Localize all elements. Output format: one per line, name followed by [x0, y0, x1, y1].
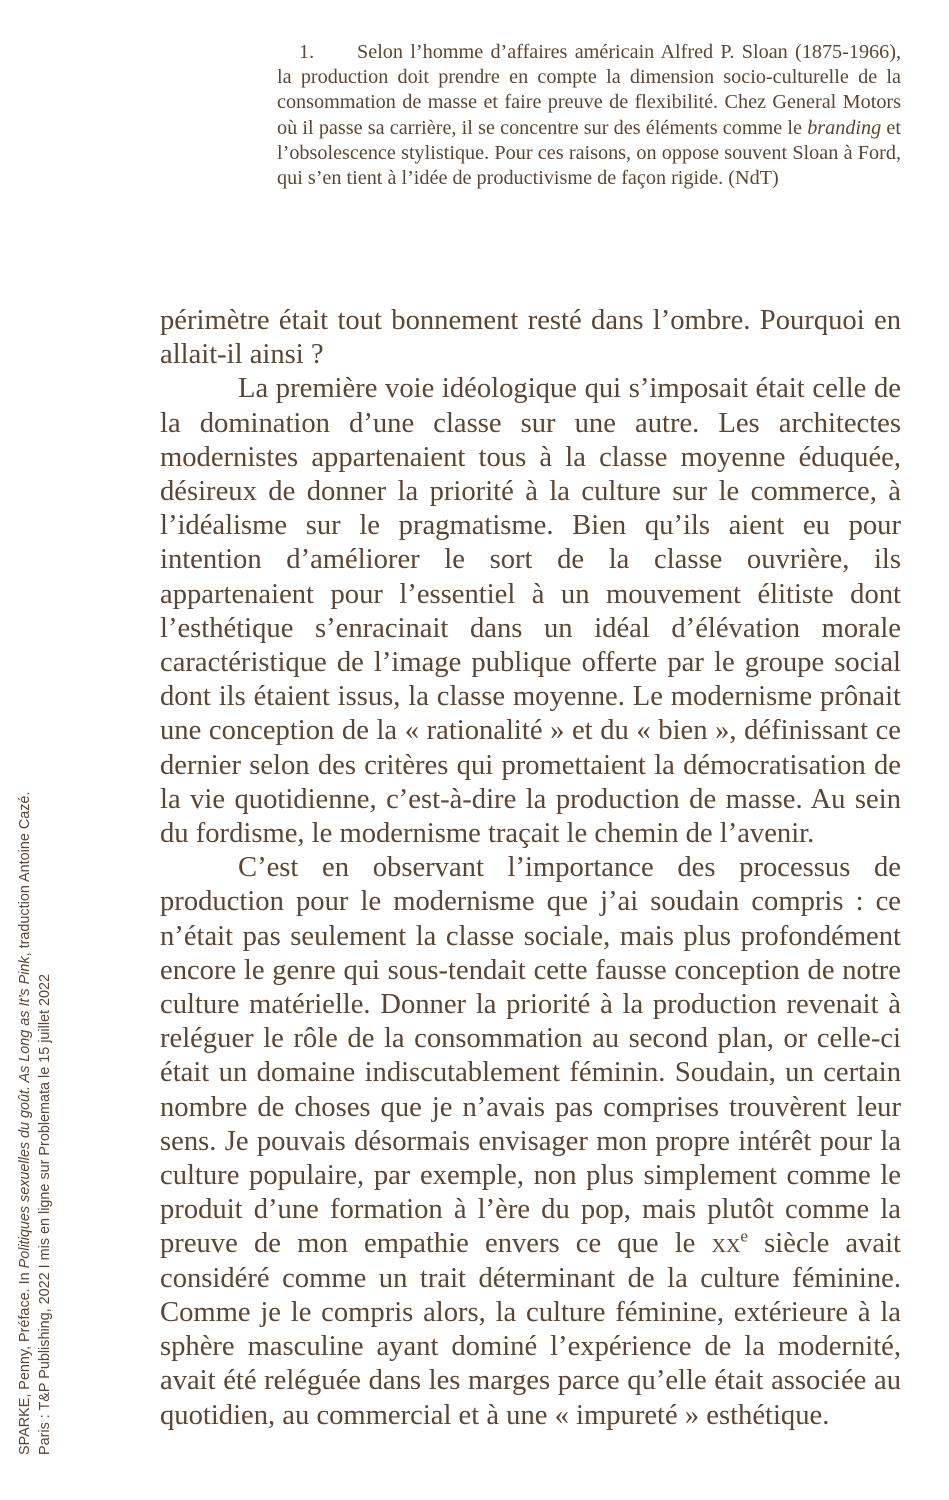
footnote-italic-term: branding — [807, 116, 882, 139]
century-roman-numeral: xx — [711, 1228, 741, 1260]
century-suffix: e — [740, 1226, 749, 1246]
main-text — [160, 304, 901, 1433]
citation-line-1 — [15, 455, 35, 1455]
footnote-text-start: Selon l’homme d’affaires américain Alfred P. Sloan (1875-1966), la production doit prendre en compte la dimension socio-culturelle de la consommation de masse et faire preuve de flexibilité. Chez General Motors où il passe sa carrière, il se concentre sur des éléments comme le — [277, 41, 901, 139]
footnote-text-end: et l’obsolescence stylistique. Pour ces raisons, on oppose souvent Sloan à Ford, qui s’en tient à l’idée de productivisme de façon rigide. (NdT) — [277, 116, 901, 190]
paragraph-class-domination: La première voie idéologique qui s’imposait était celle de la domination d’une classe sur une autre. Les architectes modernistes appartenaient tous à la classe moyenne éduquée, désireux de donner la priorité à la culture sur le commerce, à l’idéalisme sur le pragmatisme. Bien qu’ils aient eu pour intention d’améliorer le sort de la classe ouvrière, ils appartenaient pour l’essentiel à un mouvement élitiste dont l’esthétique s’enracinait dans un idéal d’élévation morale caractéristique de l’image publique offerte par le groupe social dont ils étaient issus, la classe moyenne. Le modernisme prônait une conception de la « rationalité » et du « bien », définissant ce dernier selon des critères qui promettaient la démocratisation de la vie quotidienne, c’est-à-dire la production de masse. Au sein du fordisme, le modernisme traçait le chemin de l’avenir. — [160, 373, 901, 850]
paragraph-continuation: périmètre était tout bonnement resté dans l’ombre. Pourquoi en allait-il ainsi ? — [160, 305, 901, 371]
paragraph-3-end: siècle avait considéré comme un trait déterminant de la culture féminine. Comme je le compris alors, la culture féminine, extérieure à la sphère masculine ayant dominé l’expérience de la modernité, avait été reléguée dans les marges parce qu’elle était associée au quotidien, au commercial et à une « impureté » esthétique. — [160, 1228, 901, 1431]
citation-credit — [15, 455, 55, 1455]
citation-author: SPARKE, Penny, Préface. In — [17, 1268, 33, 1455]
paragraph-gender-production — [160, 851, 901, 1432]
footnote — [277, 40, 901, 191]
paragraph-3-start: C’est en observant l’importance des processus de production pour le modernisme que j’ai soudain compris : ce n’était pas seulement la classe sociale, mais plus profondément encore le genre qui sous-tendait cette fausse conception de notre culture matérielle. Donner la priorité à la production revenait à reléguer le rôle de la consommation au second plan, or celle-ci était un domaine indiscutablement féminin. Soudain, un certain nombre de choses que je n’avais pas comprises trouvèrent leur sens. Je pouvais désormais envisager mon propre intérêt pour la culture populaire, par exemple, non plus simplement comme le produit d’une formation à l’ère du pop, mais plutôt comme la preuve de mon empathie envers ce que le — [160, 852, 901, 1260]
footnote-number: 1. — [299, 41, 315, 63]
citation-translator: , traduction Antoine Cazé. — [17, 791, 33, 957]
citation-line-2: Paris : T&P Publishing, 2022 I mis en ligne sur Problemata le 15 juillet 2022 — [37, 973, 53, 1455]
citation-book-title: Politiques sexuelles du goût. As Long as It’s Pink — [17, 956, 33, 1269]
